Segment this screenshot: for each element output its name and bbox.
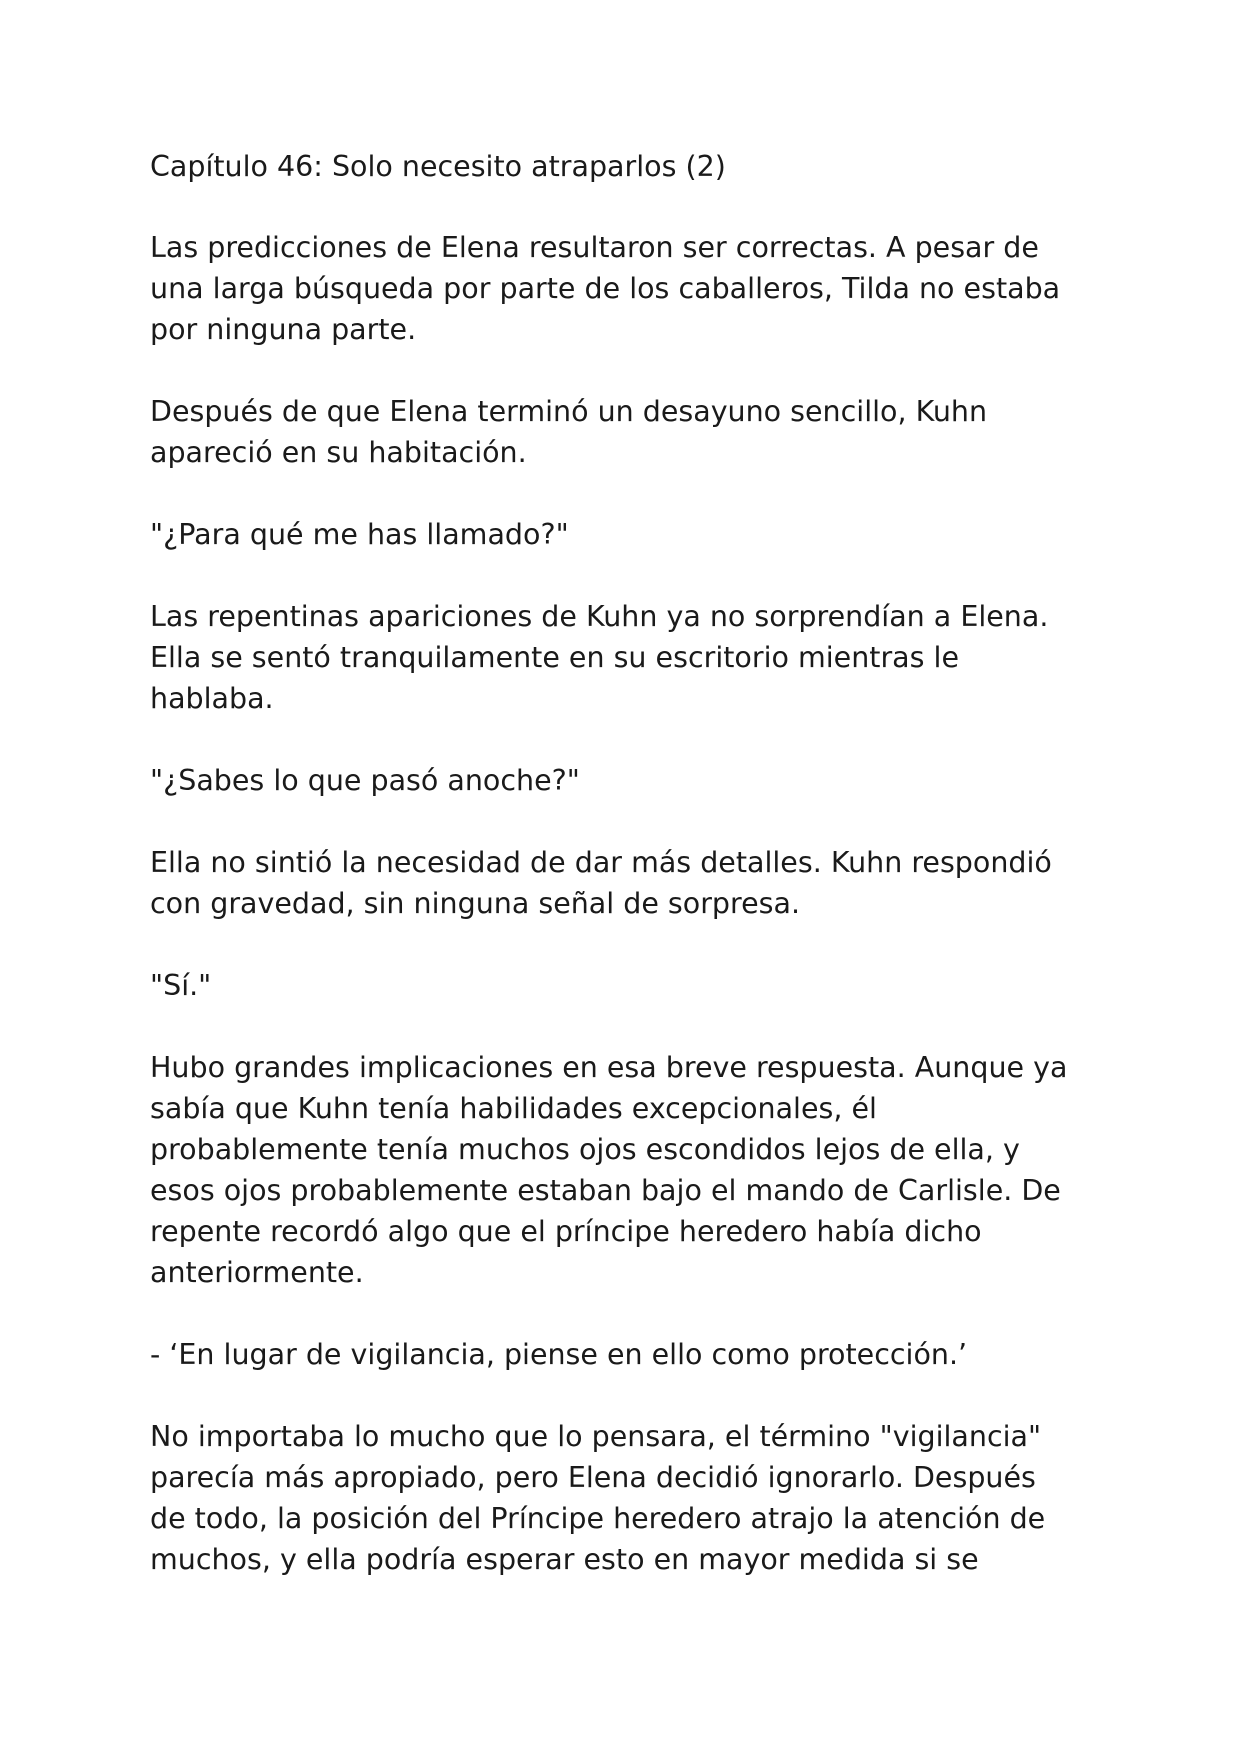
paragraph-1: Las predicciones de Elena resultaron ser correctas. A pesar de una larga búsqueda por parte de los caballeros, Tilda no estaba por ninguna parte. bbox=[150, 231, 1061, 346]
paragraph-9: - ‘En lugar de vigilancia, piense en ello como protección.’ bbox=[150, 1338, 968, 1371]
paragraph-4: Las repentinas apariciones de Kuhn ya no sorprendían a Elena. Ella se sentó tranquilamente en su escritorio mientras le hablaba. bbox=[150, 600, 1049, 715]
document-page bbox=[150, 146, 1110, 1621]
paragraph-3: "¿Para qué me has llamado?" bbox=[150, 518, 569, 551]
paragraph-7: "Sí." bbox=[150, 969, 212, 1002]
paragraph-5: "¿Sabes lo que pasó anoche?" bbox=[150, 764, 580, 797]
paragraph-6: Ella no sintió la necesidad de dar más detalles. Kuhn respondió con gravedad, sin ninguna señal de sorpresa. bbox=[150, 846, 1052, 920]
paragraph-2: Después de que Elena terminó un desayuno sencillo, Kuhn apareció en su habitación. bbox=[150, 395, 988, 469]
paragraph-10: No importaba lo mucho que lo pensara, el término "vigilancia" parecía más apropiado, pero Elena decidió ignorarlo. Después de todo, la posición del Príncipe heredero atrajo la atención de muchos, y ella podría esperar esto en mayor medida si se bbox=[150, 1420, 1046, 1576]
chapter-title: Capítulo 46: Solo necesito atraparlos (2) bbox=[150, 150, 726, 183]
paragraph-8: Hubo grandes implicaciones en esa breve respuesta. Aunque ya sabía que Kuhn tenía habilidades excepcionales, él probablemente tenía muchos ojos escondidos lejos de ella, y esos ojos probablemente estaban bajo el mando de Carlisle. De repente recordó algo que el príncipe heredero había dicho anteriormente. bbox=[150, 1051, 1068, 1289]
